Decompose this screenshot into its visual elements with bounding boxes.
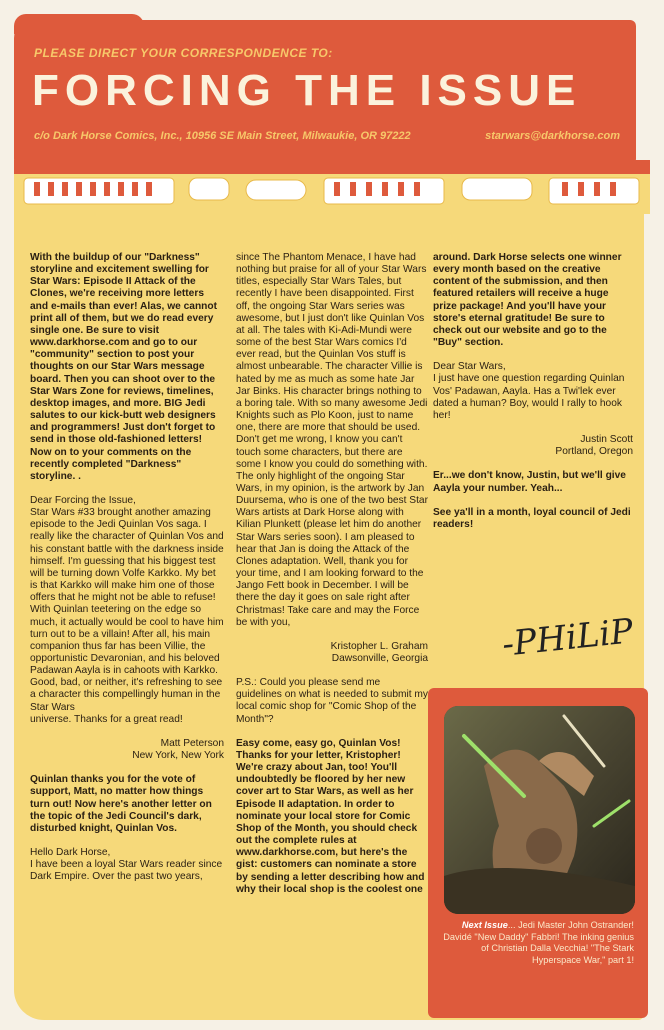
column-1 (30, 252, 224, 896)
letter-2-continued: since The Phantom Menace, I have had nothing but praise for all of your Star Wars titles, especially Star Wars Tales, but recently I have been disappointed. First off, the ongoing Star Wars series was awesome, but I just don't like Quinlan Vos at all. The tales with Ki-Adi-Mundi were some of the best Star Wars comics I'd ever read, but the Quinlan Vos stuff is almost unbearable. The character Villie is hated by me as much as some hate Jar Jar Binks. His character brings nothing to a boring tale. With so many awesome Jedi Knights such as Plo Koon, just to name one, there are more that should be used. Don't get me wrong, I know you can't touch some characters, but there are some I know you could do something with. The only highlight of the ongoing Star Wars, in my opinion, is the artwork by Jan Duursema, who is one of the two best Star Wars artists at Dark Horse along with Kilian Plunkett (please let him do another Star Wars series soon). I am pleased to hear that Jan is doing the Attack of the Clones adaptation. Well, thank you for your time, and I am looking forward to the Jango Fett book in December. I will be there the day it goes on sale right after Christmas! Take care and may the Force be with you, (236, 252, 428, 628)
letter-1-salutation: Dear Forcing the Issue, (30, 494, 136, 506)
editor-signature: -PHiLiP (500, 611, 635, 665)
signature-3 (433, 434, 633, 458)
letter-1 (30, 495, 224, 726)
postscript: P.S.: Could you please send me guidelines on what is needed to submit my local comic shop for "Comic Shop of the Month"? (236, 677, 428, 725)
letter-1-body: Star Wars #33 brought another amazing episode to the Jedi Quinlan Vos saga. I really like the character of Quinlan Vos and his constant battle with the darkness inside himself. I'm guessing that his biggest test will be turning down Volfe Karkko. My bet is that Karkko will make him one of those offers that he might not be able to refuse! With Quinlan teetering on the edge so much, it actually would be cool to have him turn out to be a villain! After all, his main companion thus far has been Villie, the opportunistic Devaronian, and his beloved Padawan Aayla is in cahoots with Karkko. Good, bad, or neither, it's refreshing to see a character this compellingly human in the Star Wars (30, 507, 224, 713)
next-issue-text: ... Jedi Master John Ostrander! Davidé "New Daddy" Fabbri! The inking genius of Christian Dalla Vecchia! "The Stark Hyperspace War," part 1! (443, 920, 634, 965)
column-2 (236, 252, 428, 908)
correspondence-kicker: PLEASE DIRECT YOUR CORRESPONDENCE TO: (34, 46, 333, 60)
next-issue-cover-art (444, 706, 635, 914)
signature-1-name: Matt Peterson (160, 737, 224, 749)
letter-2-opening: I have been a loyal Star Wars reader since Dark Empire. Over the past two years, (30, 859, 223, 883)
letter-2-salutation: Hello Dark Horse, (30, 847, 111, 859)
reply-1: Quinlan thanks you for the vote of support, Matt, no matter how things turn out! Now here's another letter on the topic of the Jedi Council's dark, disturbed knight, Quinlan Vos. (30, 774, 212, 834)
next-issue-caption (442, 920, 634, 966)
letter-3-salutation: Dear Star Wars, (433, 361, 506, 373)
reply-3: Er...we don't know, Justin, but we'll give Aayla your number. Yeah... (433, 470, 626, 494)
signature-3-name: Justin Scott (580, 434, 633, 446)
signature-3-place: Portland, Oregon (555, 446, 633, 458)
letter-1-end: universe. Thanks for a great read! (30, 713, 183, 725)
reply-2: Easy come, easy go, Quinlan Vos! Thanks for your letter, Kristopher! We're crazy about Jan, too! You'll undoubtedly be floored by her new cover art to Star Wars, as well as her Episode II adaptation. In order to nominate your local store for Comic Shop of the Month, you should check out the complete rules at www.darkhorse.com, but here's the gist: customers can nominate a store by sending a letter describing how and why their local shop is the coolest one (236, 737, 425, 895)
signature-2-name: Kristopher L. Graham (330, 640, 428, 652)
signature-1-place: New York, New York (132, 750, 224, 762)
letter-3 (433, 361, 633, 422)
contact-email: starwars@darkhorse.com (485, 130, 620, 142)
closing-line: See ya'll in a month, loyal council of Jedi readers! (433, 506, 631, 530)
mailing-address: c/o Dark Horse Comics, Inc., 10956 SE Main Street, Milwaukie, OR 97222 (34, 130, 411, 142)
intro-text: With the buildup of our "Darkness" storyline and excitement swelling for Star Wars: Episode II Attack of the Clones, we're receiving more letters and e-mails than ever! Alas, we cannot print all of them, but we do read every single one. Be sure to visit www.darkhorse.com and go to our "community" section to post your thoughts on our Star Wars message board. Then you can shoot over to the Star Wars Zone for reviews, timelines, desktop images, and more. BIG Jedi salutes to our kick-butt web designers and programmers! Just don't forget to send in those old-fashioned letters! Now on to your comments on the recently completed "Darkness" storyline. . (30, 252, 218, 482)
decorative-glyph-band (14, 160, 650, 214)
next-issue-label: Next Issue (461, 920, 508, 930)
letter-2-start (30, 847, 224, 883)
reply-2-continued: around. Dark Horse selects one winner every month based on the creative content of the submission, and then featured retailers will receive a huge prize package! And you'll have your store's eternal gratitude! Be sure to check out our website and go to the "Buy" section. (433, 252, 622, 349)
page-title: FORCING THE ISSUE (32, 66, 582, 115)
letter-3-body: I just have one question regarding Quinlan Vos' Padawan, Aayla. Has a Twi'lek ever dated a human? Boy, would I rally to hook her! (433, 373, 625, 421)
column-3 (433, 252, 633, 543)
signature-1 (30, 738, 224, 762)
signature-2-place: Dawsonville, Georgia (331, 653, 428, 664)
signature-2 (236, 641, 428, 665)
